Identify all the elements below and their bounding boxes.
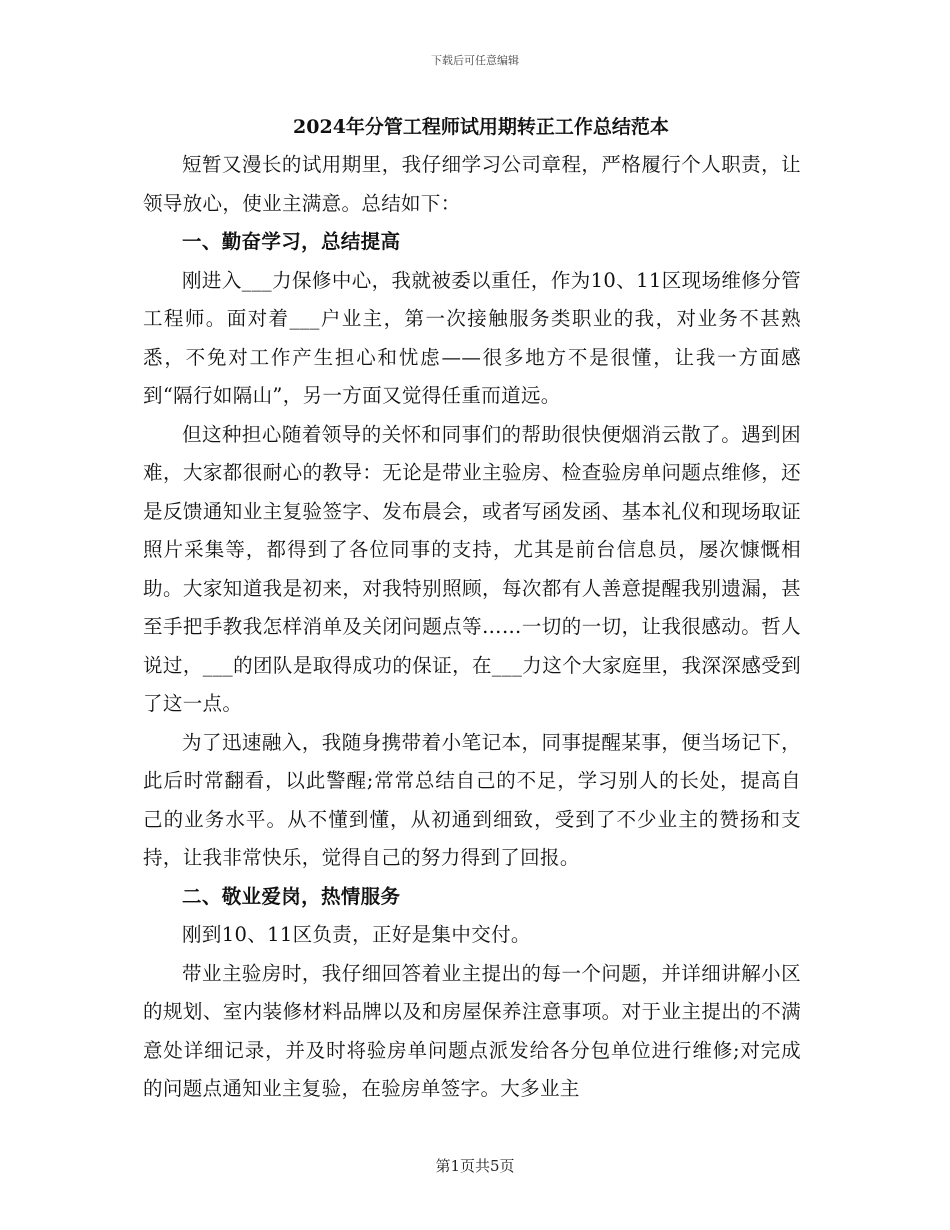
- section-1-paragraph-1: 刚进入___力保修中心，我就被委以重任，作为10、11区现场维修分管工程师。面对着___户业主，第一次接触服务类职业的我，对业务不甚熟悉，不免对工作产生担心和忧虑——很多地方不是很懂，让我一方面感到“隔行如隔山”，另一方面又觉得任重而道远。: [143, 268, 801, 407]
- document-body: [143, 112, 801, 1109]
- page-number-footer: 第1页共5页: [435, 1157, 515, 1175]
- intro-paragraph: 短暂又漫长的试用期里，我仔细学习公司章程，严格履行个人职责，让领导放心，使业主满意。总结如下：: [143, 153, 801, 215]
- page-header-note: 下载后可任意编辑: [431, 54, 519, 67]
- section-2-heading: 二、敬业爱岗，热情服务: [182, 884, 401, 908]
- section-2-paragraph-2: 带业主验房时，我仔细回答着业主提出的每一个问题，并详细讲解小区的规划、室内装修材料品牌以及和房屋保养注意事项。对于业主提出的不满意处详细记录，并及时将验房单问题点派发给各分包单位进行维修;对完成的问题点通知业主复验，在验房单签字。大多业主: [143, 961, 801, 1100]
- section-1-heading: 一、勤奋学习，总结提高: [182, 230, 401, 253]
- section-2-paragraph-1: 刚到10、11区负责，正好是集中交付。: [182, 923, 531, 946]
- section-1-paragraph-3: 为了迅速融入，我随身携带着小笔记本，同事提醒某事，便当场记下，此后时常翻看，以此警醒;常常总结自己的不足，学习别人的长处，提高自己的业务水平。从不懂到懂，从初通到细致，受到了不少业主的赞扬和支持，让我非常快乐，觉得自己的努力得到了回报。: [143, 730, 801, 869]
- document-title: 2024年分管工程师试用期转正工作总结范本: [293, 116, 669, 138]
- section-1-paragraph-2: 但这种担心随着领导的关怀和同事们的帮助很快便烟消云散了。遇到困难，大家都很耐心的教导：无论是带业主验房、检查验房单问题点维修，还是反馈通知业主复验签字、发布晨会，或者写函发函、基本礼仪和现场取证照片采集等，都得到了各位同事的支持，尤其是前台信息员，屡次慷慨相助。大家知道我是初来，对我特别照顾，每次都有人善意提醒我别遗漏，甚至手把手教我怎样消单及关闭问题点等……一切的一切，让我很感动。哲人说过，___的团队是取得成功的保证，在___力这个大家庭里，我深深感受到了这一点。: [143, 422, 801, 715]
